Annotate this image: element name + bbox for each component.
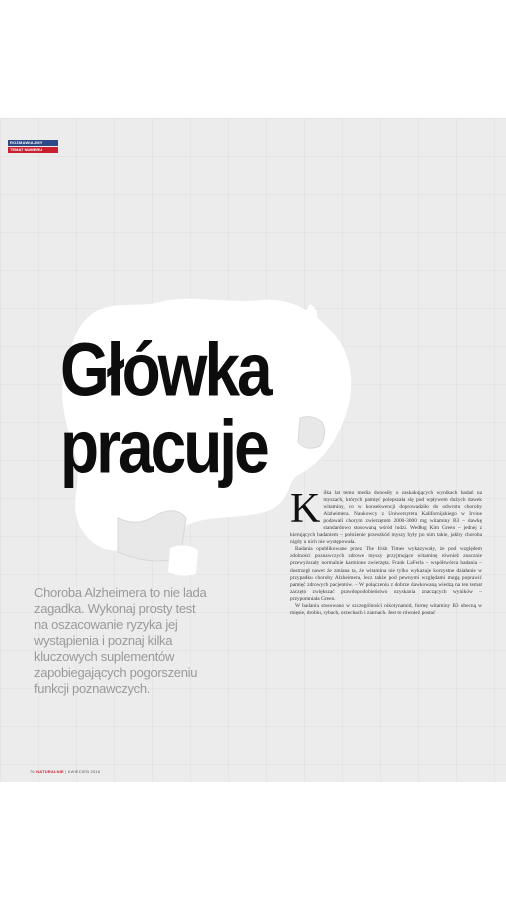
section-label-top: ROZMAWIAJMY [8, 140, 58, 146]
article-body [290, 486, 482, 617]
lead-paragraph: Choroba Alzheimera to nie lada zagadka. Wykonaj prosty test na oszacowanie ryzyka jej wystąpienia i poznaj kilka kluczowych suplementów zapobiegających pogorszeniu funkcji poznawczych. [34, 585, 207, 696]
footer-brand: NATURALNIE [36, 769, 64, 774]
headline-line-2: pracuje [60, 404, 267, 490]
footer-issue: KWIECIEŃ 2016 [67, 769, 101, 774]
page-number: 76 [30, 769, 35, 774]
body-paragraph: Badania opublikowane przez The Irish Times wykazywały, że pod względem zdolności poznawczych zdrowe myszy przyjmujące witaminę również znacznie przewyższały normalnie karmione zwierzęta. Frank LaFerla – współtwórca badania – dostrzegł nawet że zmiana ta, że witamina nie tylko wykazuje korzystne działanie w przypadku choroby Alzheimera, lecz także pod pewnymi względami mogą poprawić pamięć zdrowych pacjentów. – W połączeniu z dobrze dawkowaną wiedzą na ten temat zaczęto zwiększać prawdopodobieństwo uzyskania znaczących wyników – przypomniała Green. [290, 546, 482, 602]
page-footer: 76 NATURALNIE | KWIECIEŃ 2016 [30, 769, 101, 774]
headline-line-1: Główka [60, 327, 270, 413]
section-badge [8, 140, 58, 153]
body-paragraph: W badaniu stosowano w szczególności nikotynamid, formę witaminy B3 obecną w mięsie, drobiu, rybach, orzechach i ziarnach. Jest to również postać [290, 602, 482, 616]
body-paragraph: ilka lat temu media donosiły o zaskakujących wynikach badań na myszach, których pamięć polepszała się pod wpływem dużych dawek witaminy, co w konsekwencji doprowadziło do odwrotu choroby Alzheimera. Naukowcy z Uniwersytetu Kalifornijskiego w Irvine podawali chorym zwierzętom 2000-3000 mg witaminy B3 – dawkę standardowo stosowaną wśród ludzi. Według Kim Green – jednej z kierujących badaniem – położenie przeszkód myszy były po nim takie, jakby choroba nigdy u nich nie występowała. [290, 490, 482, 546]
drop-cap: K [290, 486, 321, 532]
section-label-bottom: TEMAT NUMERU [8, 147, 58, 153]
magazine-page [0, 118, 506, 782]
